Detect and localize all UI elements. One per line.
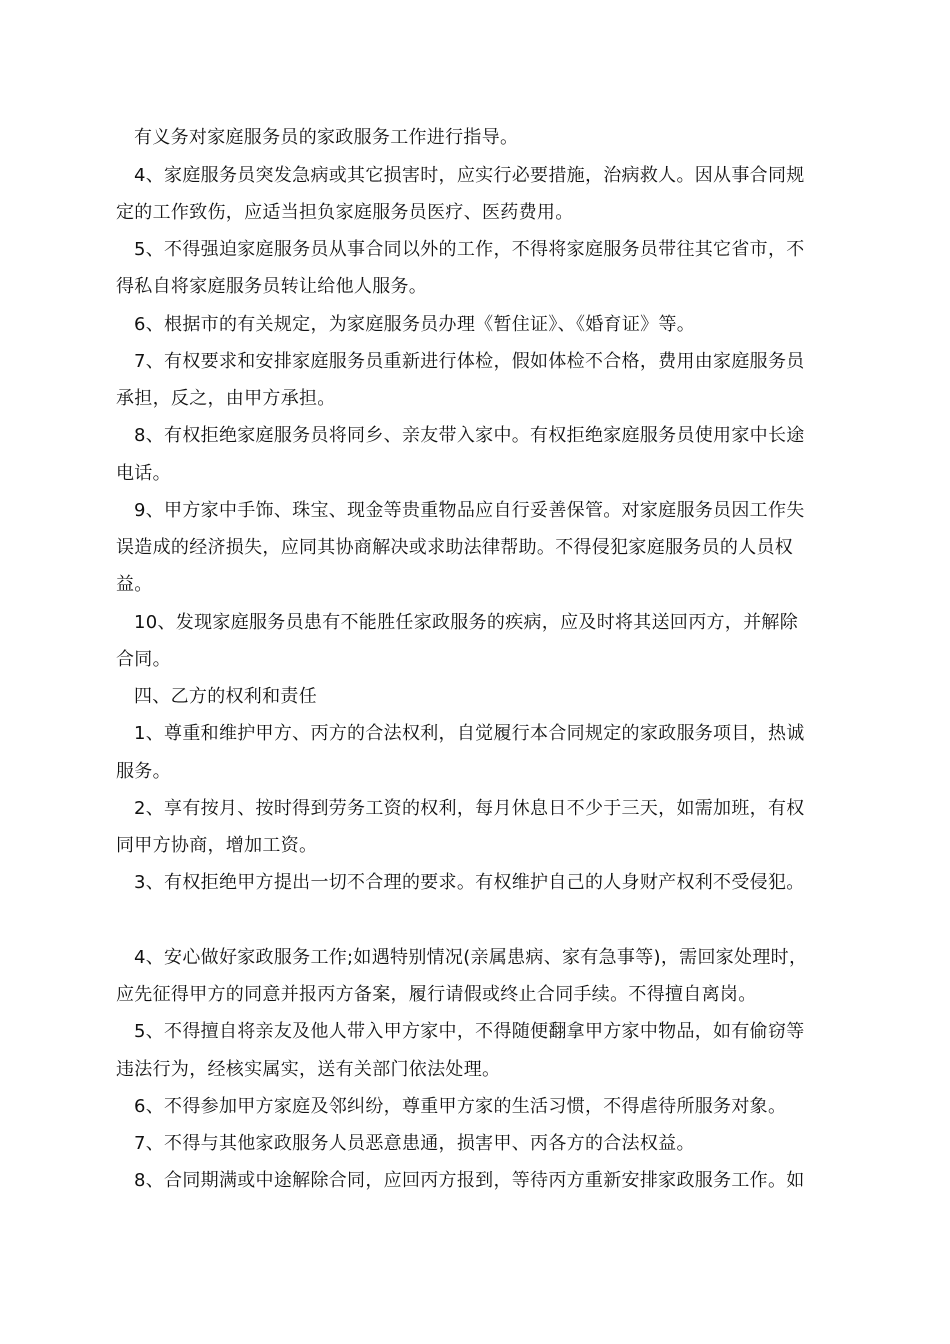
paragraph-line: 10、发现家庭服务员患有不能胜任家政服务的疾病，应及时将其送回丙方，并解除	[134, 612, 799, 633]
paragraph-line: 1、尊重和维护甲方、丙方的合法权利，自觉履行本合同规定的家政服务项目，热诚	[134, 723, 805, 744]
paragraph-line: 应先征得甲方的同意并报丙方备案，履行请假或终止合同手续。不得擅自离岗。	[116, 984, 757, 1005]
paragraph-line: 定的工作致伤，应适当担负家庭服务员医疗、医药费用。	[116, 202, 574, 223]
paragraph-line: 7、有权要求和安排家庭服务员重新进行体检，假如体检不合格，费用由家庭服务员	[134, 351, 805, 372]
paragraph-line: 益。	[116, 574, 153, 595]
paragraph-line: 得私自将家庭服务员转让给他人服务。	[116, 276, 428, 297]
paragraph-line: 4、家庭服务员突发急病或其它损害时，应实行必要措施，治病救人。因从事合同规	[134, 165, 805, 186]
paragraph-line: 误造成的经济损失，应同其协商解决或求助法律帮助。不得侵犯家庭服务员的人员权	[116, 537, 794, 558]
paragraph-line: 3、有权拒绝甲方提出一切不合理的要求。有权维护自己的人身财产权利不受侵犯。	[134, 872, 805, 893]
paragraph-line: 8、合同期满或中途解除合同，应回丙方报到，等待丙方重新安排家政服务工作。如	[134, 1170, 805, 1191]
paragraph-line: 4、安心做好家政服务工作;如遇特别情况(亲属患病、家有急事等)，需回家处理时，	[134, 947, 808, 968]
paragraph-line: 违法行为，经核实属实，送有关部门依法处理。	[116, 1059, 501, 1080]
paragraph-line: 5、不得强迫家庭服务员从事合同以外的工作，不得将家庭服务员带往其它省市，不	[134, 239, 805, 260]
paragraph-line: 有义务对家庭服务员的家政服务工作进行指导。	[134, 127, 519, 148]
paragraph-line: 电话。	[116, 463, 171, 484]
paragraph-line: 2、享有按月、按时得到劳务工资的权利，每月休息日不少于三天，如需加班，有权	[134, 798, 805, 819]
paragraph-line: 5、不得擅自将亲友及他人带入甲方家中，不得随便翻拿甲方家中物品，如有偷窃等	[134, 1021, 805, 1042]
paragraph-line: 合同。	[116, 649, 171, 670]
paragraph-line: 6、根据市的有关规定，为家庭服务员办理《暂住证》、《婚育证》等。	[134, 314, 696, 335]
paragraph-line: 同甲方协商，增加工资。	[116, 835, 318, 856]
paragraph-line: 6、不得参加甲方家庭及邻纠纷，尊重甲方家的生活习惯，不得虐待所服务对象。	[134, 1096, 787, 1117]
paragraph-line: 服务。	[116, 761, 171, 782]
paragraph-line: 7、不得与其他家政服务人员恶意患通，损害甲、丙各方的合法权益。	[134, 1133, 695, 1154]
paragraph-line: 承担，反之，由甲方承担。	[116, 388, 336, 409]
section-heading: 四、乙方的权利和责任	[134, 686, 317, 707]
paragraph-line: 9、甲方家中手饰、珠宝、现金等贵重物品应自行妥善保管。对家庭服务员因工作失	[134, 500, 805, 521]
paragraph-line: 8、有权拒绝家庭服务员将同乡、亲友带入家中。有权拒绝家庭服务员使用家中长途	[134, 425, 805, 446]
